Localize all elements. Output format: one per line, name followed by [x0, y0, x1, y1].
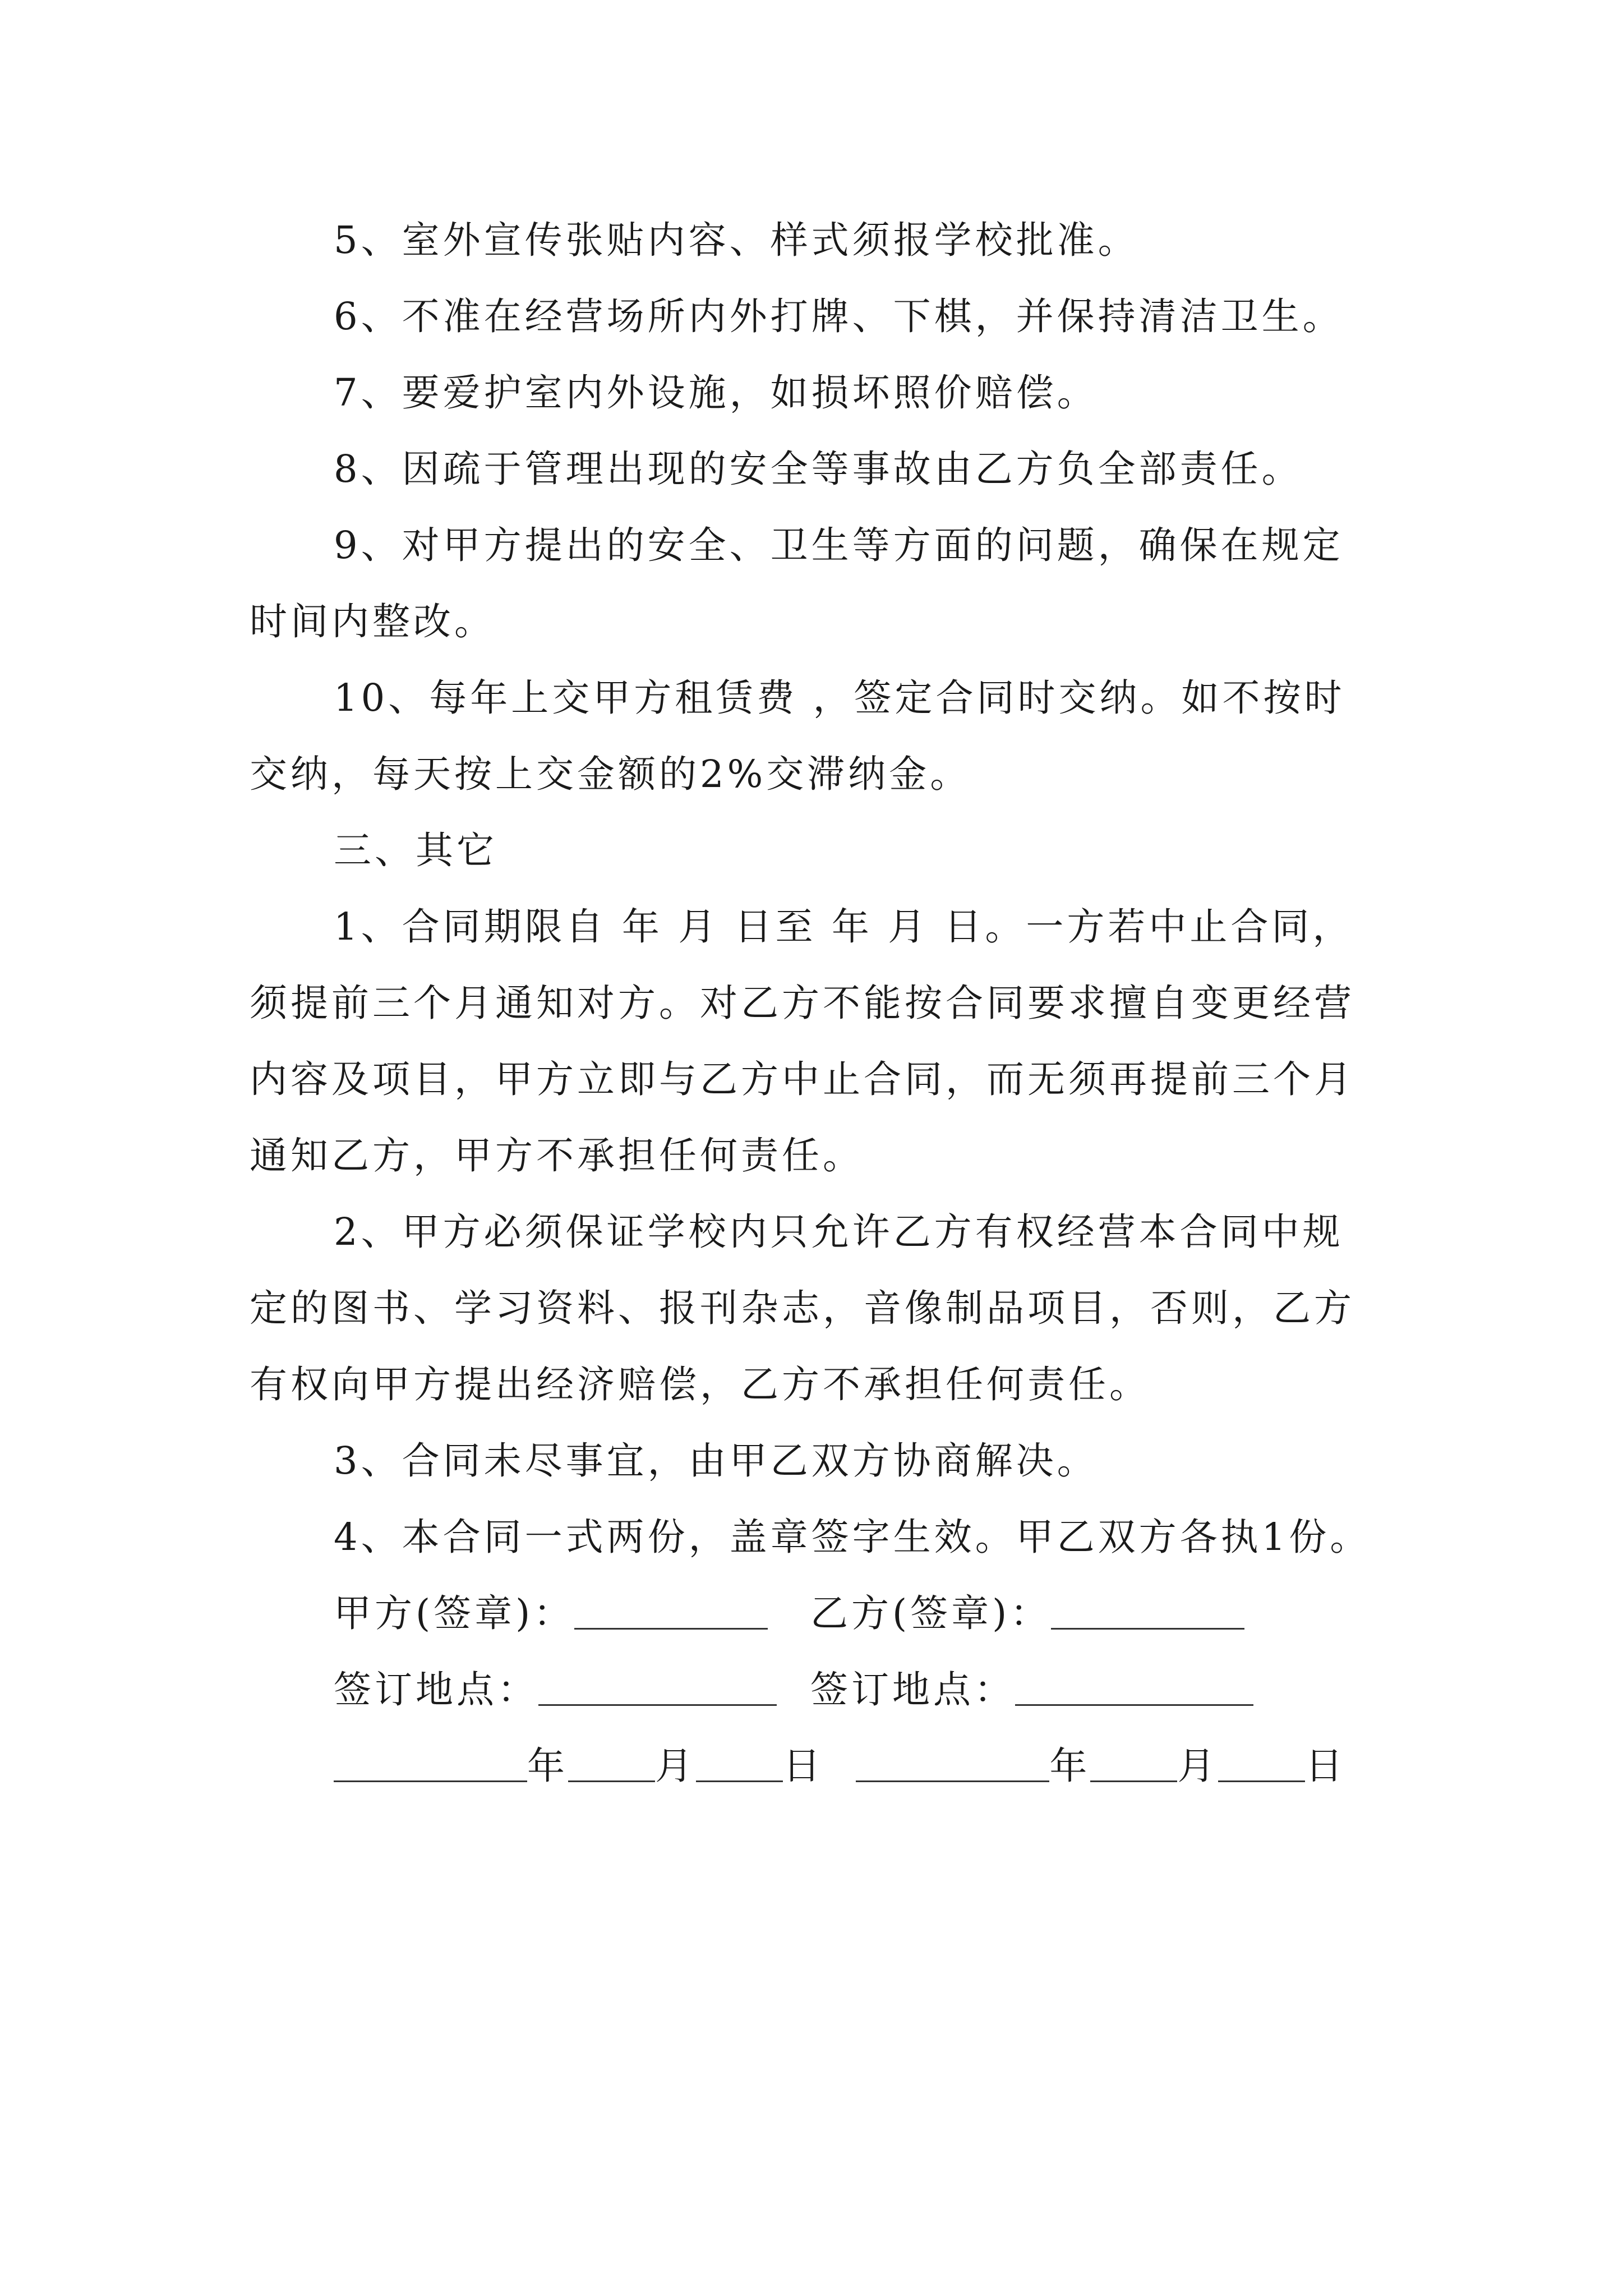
date-a-day-label: 日: [783, 1744, 824, 1788]
clause-9: 9、对甲方提出的安全、卫生等方面的问题，确保在规定时间内整改。: [250, 523, 1344, 643]
party-b-label: 乙方(签章)：: [810, 1591, 1052, 1635]
signature-line-places: [250, 1651, 1377, 1728]
date-b-month-blank[interactable]: [1090, 1747, 1177, 1782]
clause-5: 5、室外宣传张贴内容、样式须报学校批准。: [334, 218, 1139, 262]
date-b-year-label: 年: [1049, 1744, 1091, 1788]
place-a-block: [334, 1651, 810, 1728]
date-a-month-label: 月: [655, 1744, 696, 1788]
party-a-block: [334, 1575, 810, 1651]
party-a-label: 甲方(签章)：: [334, 1591, 575, 1635]
clause-10: 10、每年上交甲方租赁费 ，签定合同时交纳。如不按时交纳，每天按上交金额的2%交滞纳金。: [250, 676, 1345, 796]
signature-line-parties: [250, 1575, 1377, 1651]
party-b-blank[interactable]: [1051, 1594, 1244, 1630]
date-b-month-label: 月: [1177, 1744, 1219, 1788]
date-a-year-blank[interactable]: [334, 1747, 527, 1782]
clause-8: 8、因疏于管理出现的安全等事故由乙方负全部责任。: [334, 447, 1303, 491]
clause-7: 7、要爱护室内外设施，如损坏照价赔偿。: [334, 371, 1098, 415]
other-clause-2: 2、甲方必须保证学校内只允许乙方有权经营本合同中规定的图书、学习资料、报刊杂志，音像制品项目，否则，乙方有权向甲方提出经济赔偿，乙方不承担任何责任。: [250, 1210, 1355, 1406]
place-a-label: 签订地点：: [334, 1668, 538, 1711]
place-b-blank[interactable]: [1015, 1671, 1253, 1706]
date-a-month-blank[interactable]: [568, 1747, 655, 1782]
date-b-day-blank[interactable]: [1218, 1747, 1305, 1782]
section-heading-other: 三、其它: [334, 829, 497, 872]
signature-line-dates: [250, 1728, 1377, 1804]
other-clause-4: 4、本合同一式两份，盖章签字生效。甲乙双方各执1份。: [334, 1515, 1371, 1559]
date-a-year-label: 年: [527, 1744, 568, 1788]
other-clause-1: 1、合同期限自 年 月 日至 年 月 日。一方若中止合同，须提前三个月通知对方。对乙方不能按合同要求擅自变更经营内容及项目，甲方立即与乙方中止合同，而无须再提前三个月通知乙方，甲方不承担任何责任。: [250, 905, 1355, 1177]
date-a-day-blank[interactable]: [696, 1747, 783, 1782]
party-a-blank[interactable]: [574, 1594, 768, 1630]
document-page: [250, 202, 1377, 1804]
other-clause-3: 3、合同未尽事宜，由甲乙双方协商解决。: [334, 1439, 1098, 1483]
place-b-label: 签订地点：: [810, 1668, 1015, 1711]
clause-6: 6、不准在经营场所内外打牌、下棋，并保持清洁卫生。: [334, 295, 1344, 338]
date-b-year-blank[interactable]: [856, 1747, 1049, 1782]
date-b-day-label: 日: [1305, 1744, 1347, 1788]
place-a-blank[interactable]: [538, 1671, 777, 1706]
